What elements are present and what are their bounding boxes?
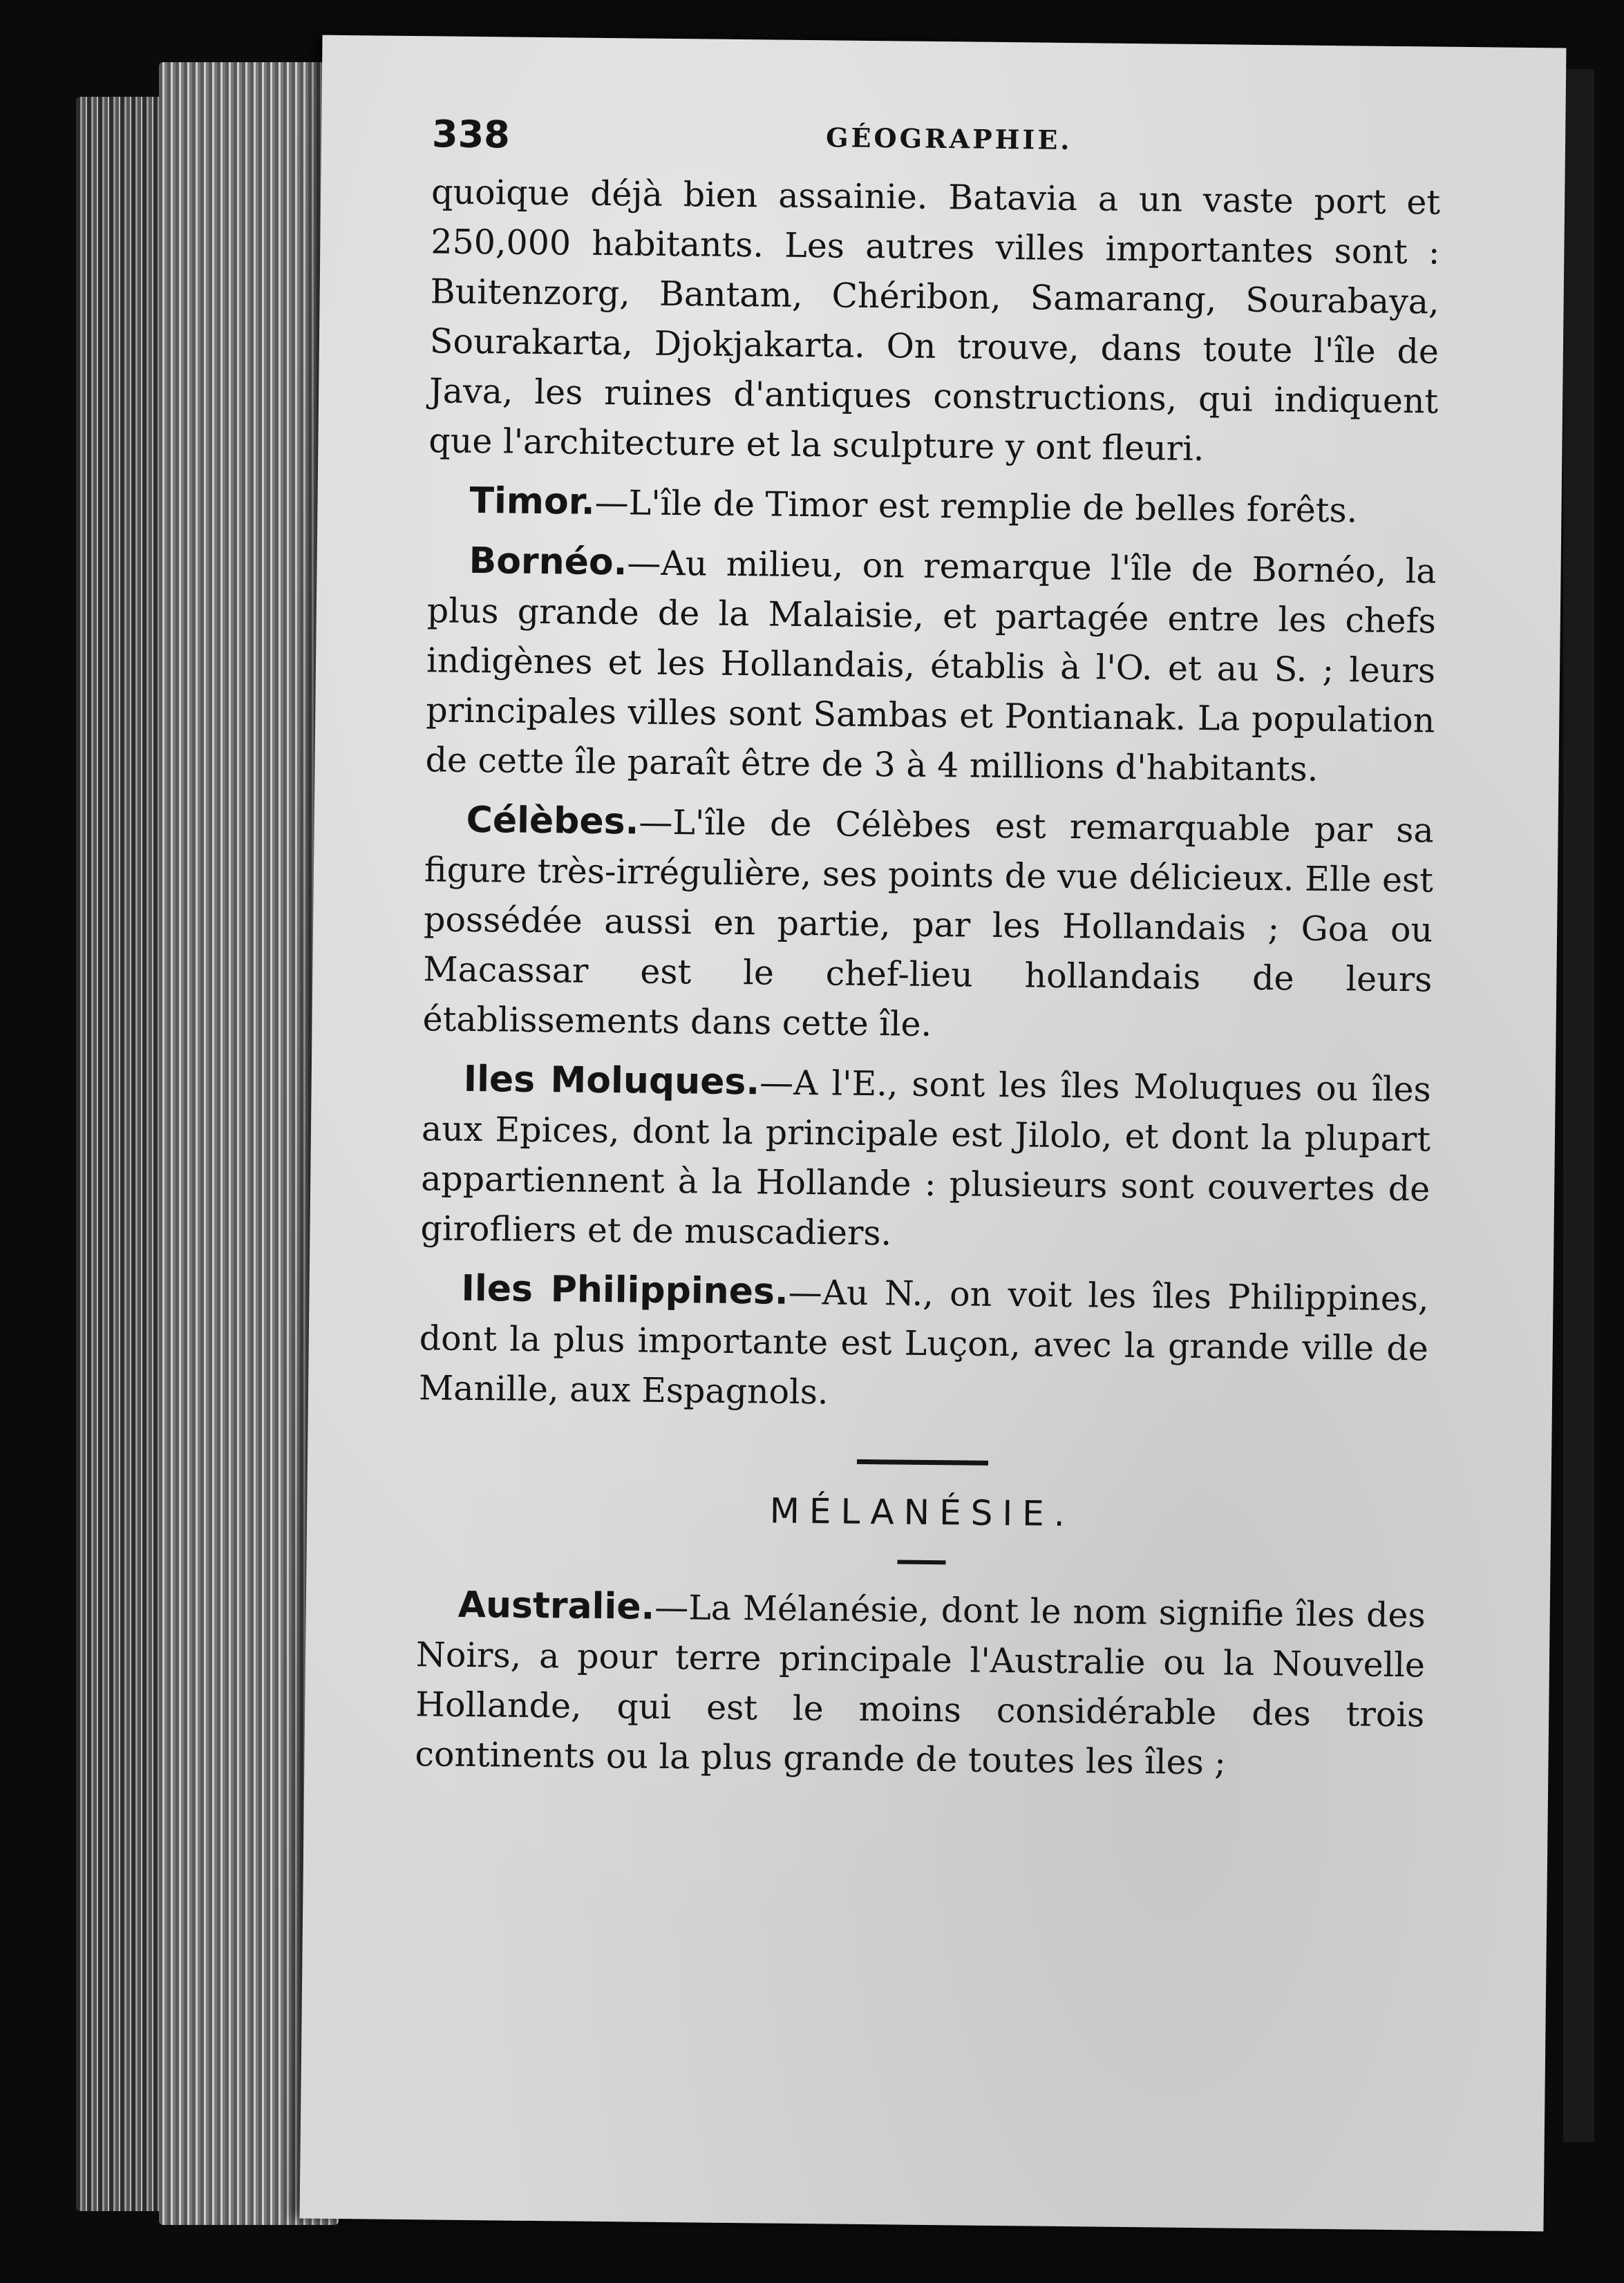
binding-shadow [1563, 69, 1594, 2142]
paragraph-celebes [422, 795, 1434, 1054]
paragraph-australie [415, 1580, 1426, 1790]
paragraph-text: quoique déjà bien assainie. Batavia a un vaste port et 250,000 habitants. Les autres villes importantes sont : Buitenzorg, Bantam, Chéribon, Samarang, Sourabaya, Sourakarta, Djokjakarta. On trouve, dans toute l'île de Java, les ruines d'antiques constructions, qui indiquent que l'architecture et la sculpture y ont fleuri. [428, 172, 1441, 469]
running-head: GÉOGRAPHIE. [825, 122, 1073, 156]
paragraph-text: —L'île de Timor est remplie de belles forêts. [594, 482, 1358, 531]
paragraph-lead: Timor. [469, 480, 596, 523]
paragraph-text: —A l'E., sont les îles Moluques ou îles aux Epices, dont la principale est Jilolo, et dont la plupart appartiennent à la Hollande : plusieurs sont couvertes de girofliers et de muscadiers. [420, 1063, 1431, 1253]
paragraph-borneo [425, 536, 1437, 795]
paragraph-text: —L'île de Célèbes est remarquable par sa figure très-irrégulière, ses points de vue délicieux. Elle est possédée aussi en partie, par les Hollandais ; Goa ou Macassar est le chef-lieu hollandais de leurs établissements dans cette île. [422, 802, 1434, 1044]
page-number: 338 [431, 112, 511, 157]
paragraph-java-continued [428, 167, 1440, 476]
section-divider-long [857, 1459, 988, 1466]
paragraph-moluques [420, 1054, 1431, 1264]
section-title: MÉLANÉSIE. [769, 1490, 1075, 1535]
paragraph-text: —Au N., on voit les îles Philippines, dont la plus importante est Luçon, avec la grande ville de Manille, aux Espagnols. [418, 1272, 1429, 1412]
paragraph-text: —La Mélanésie, dont le nom signifie îles des Noirs, a pour terre principale l'Australie ou la Nouvelle Hollande, qui est le moins considérable des trois continents ou la plus grande de toutes les îles ; [415, 1587, 1426, 1783]
paragraph-timor [428, 475, 1437, 536]
paragraph-lead: Iles Philippines. [461, 1267, 789, 1313]
paragraph-lead: Australie. [457, 1584, 655, 1628]
paragraph-lead: Célèbes. [466, 799, 639, 843]
page-text-block [415, 112, 1441, 1790]
paragraph-philippines [419, 1263, 1429, 1423]
paragraph-text: —Au milieu, on remarque l'île de Bornéo, la plus grande de la Malaisie, et partagée entre les chefs indigènes et les Hollandais, établis à l'O. et au S. ; leurs principales villes sont Sambas et Pontianak. La population de cette île paraît être de 3 à 4 millions d'habitants. [425, 543, 1437, 789]
book-page [300, 35, 1567, 2232]
paragraph-lead: Iles Moluques. [463, 1058, 760, 1103]
paragraph-lead: Bornéo. [469, 540, 627, 584]
page-header [432, 112, 1442, 178]
section-divider-short [897, 1560, 945, 1564]
